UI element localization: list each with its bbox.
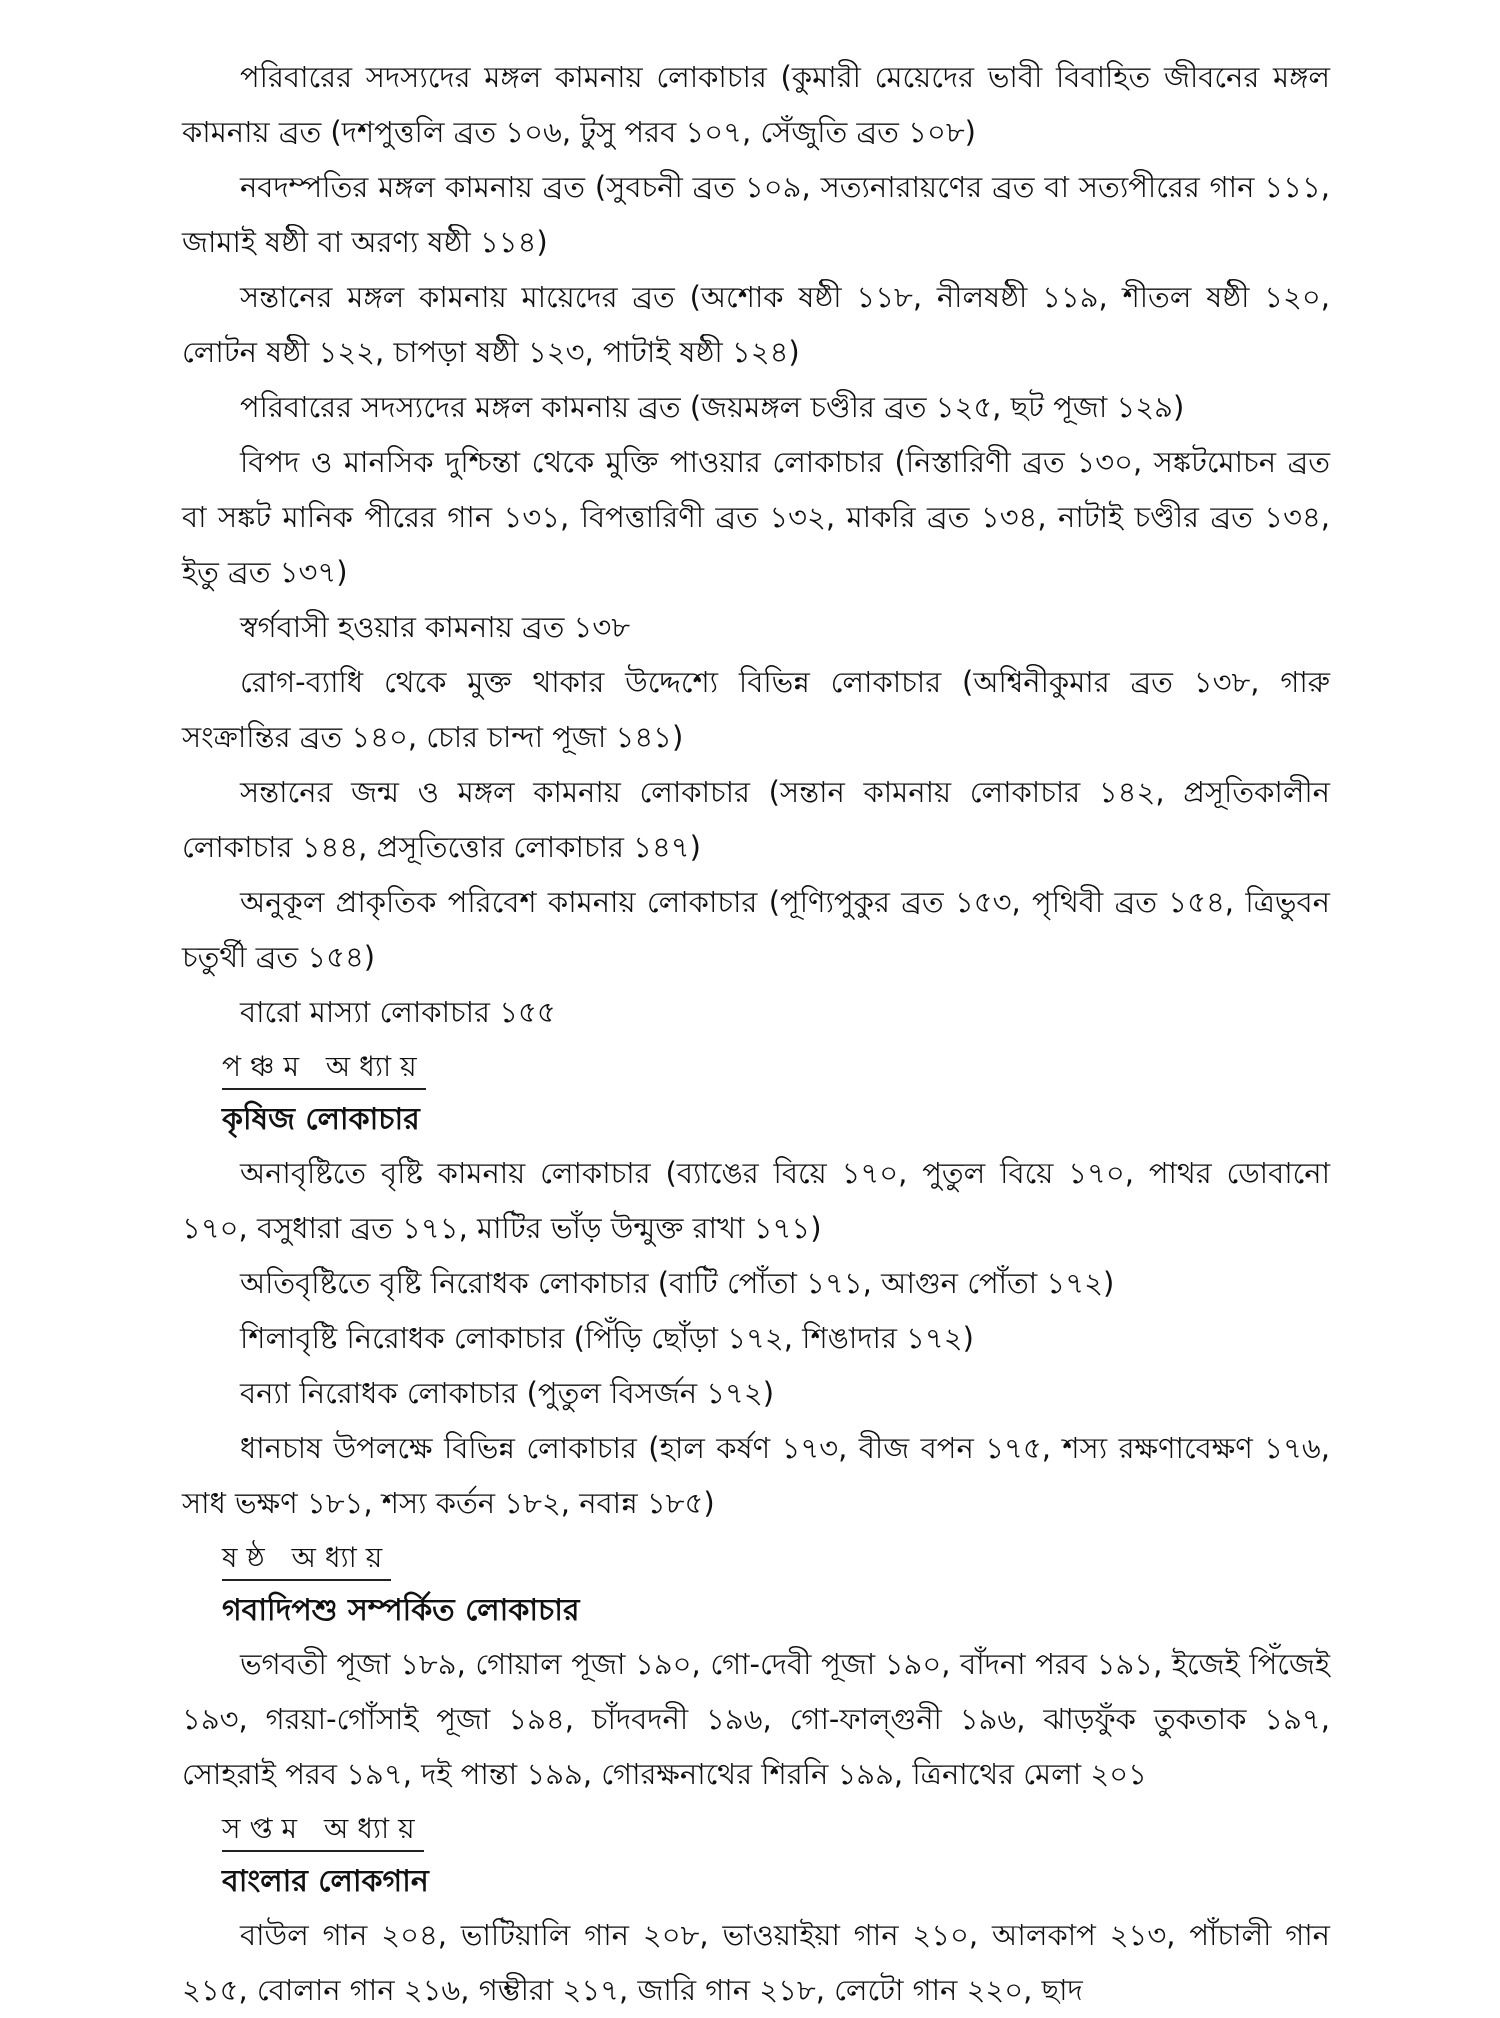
chapter-label: সপ্তম অধ্যায় (222, 1810, 424, 1852)
list-item: অনাবৃষ্টিতে বৃষ্টি কামনায় লোকাচার (ব্যাঙের বিয়ে ১৭০, পুতুল বিয়ে ১৭০, পাথর ডোবানো ১৭০, বসুধারা ব্রত ১৭১, মাটির ভাঁড় উন্মুক্ত রাখা ১৭১) (182, 1156, 1330, 1245)
chapter-6 (182, 1531, 1330, 1802)
list-item: বিপদ ও মানসিক দুশ্চিন্তা থেকে মুক্তি পাওয়ার লোকাচার (নিস্তারিণী ব্রত ১৩০, সঙ্কটমোচন ব্রত বা সঙ্কট মানিক পীরের গান ১৩১, বিপত্তারিণী ব্রত ১৩২, মাকরি ব্রত ১৩৪, নাটাই চণ্ডীর ব্রত ১৩৪, ইতু ব্রত ১৩৭) (182, 445, 1330, 589)
list-item: সন্তানের জন্ম ও মঙ্গল কামনায় লোকাচার (সন্তান কামনায় লোকাচার ১৪২, প্রসূতিকালীন লোকাচার ১৪৪, প্রসূতিত্তোর লোকাচার ১৪৭) (182, 775, 1330, 864)
section-a (182, 50, 1330, 1040)
chapter-title: কৃষিজ লোকাচার (222, 1102, 420, 1137)
contents-page (182, 50, 1330, 2018)
chapter-7 (182, 1802, 1330, 2018)
chapter-label: ষষ্ঠ অধ্যায় (222, 1539, 391, 1581)
list-item: বারো মাস্যা লোকাচার ১৫৫ (240, 995, 556, 1029)
list-item: পরিবারের সদস্যদের মঙ্গল কামনায় ব্রত (জয়মঙ্গল চণ্ডীর ব্রত ১২৫, ছট পূজা ১২৯) (240, 390, 1185, 424)
list-item: অতিবৃষ্টিতে বৃষ্টি নিরোধক লোকাচার (বাটি পোঁতা ১৭১, আগুন পোঁতা ১৭২) (240, 1266, 1115, 1300)
list-item: স্বর্গবাসী হওয়ার কামনায় ব্রত ১৩৮ (240, 610, 631, 644)
list-item: পরিবারের সদস্যদের মঙ্গল কামনায় লোকাচার (কুমারী মেয়েদের ভাবী বিবাহিত জীবনের মঙ্গল কামনায় ব্রত (দশপুত্তলি ব্রত ১০৬, টুসু পরব ১০৭, সেঁজুতি ব্রত ১০৮) (182, 60, 1330, 149)
chapter-5 (182, 1040, 1330, 1531)
list-item: নবদম্পতির মঙ্গল কামনায় ব্রত (সুবচনী ব্রত ১০৯, সত্যনারায়ণের ব্রত বা সত্যপীরের গান ১১১, জামাই ষষ্ঠী বা অরণ্য ষষ্ঠী ১১৪) (182, 170, 1330, 259)
chapter-label: পঞ্চম অধ্যায় (222, 1048, 426, 1090)
list-item: রোগ-ব্যাধি থেকে মুক্ত থাকার উদ্দেশ্যে বিভিন্ন লোকাচার (অশ্বিনীকুমার ব্রত ১৩৮, গারু সংক্রান্তির ব্রত ১৪০, চোর চান্দা পূজা ১৪১) (182, 665, 1330, 754)
chapter-title: গবাদিপশু সম্পর্কিত লোকাচার (222, 1593, 580, 1628)
list-item: অনুকূল প্রাকৃতিক পরিবেশ কামনায় লোকাচার (পূণ্যিপুকুর ব্রত ১৫৩, পৃথিবী ব্রত ১৫৪, ত্রিভুবন চতুর্থী ব্রত ১৫৪) (182, 885, 1330, 974)
list-item: বাউল গান ২০৪, ভাটিয়ালি গান ২০৮, ভাওয়াইয়া গান ২১০, আলকাপ ২১৩, পাঁচালী গান ২১৫, বোলান গান ২১৬, গম্ভীরা ২১৭, জারি গান ২১৮, লেটো গান ২২০, ছাদ (182, 1918, 1330, 2007)
list-item: সন্তানের মঙ্গল কামনায় মায়েদের ব্রত (অশোক ষষ্ঠী ১১৮, নীলষষ্ঠী ১১৯, শীতল ষষ্ঠী ১২০, লোটন ষষ্ঠী ১২২, চাপড়া ষষ্ঠী ১২৩, পাটাই ষষ্ঠী ১২৪) (182, 280, 1330, 369)
chapter-title: বাংলার লোকগান (222, 1864, 429, 1899)
list-item: ভগবতী পূজা ১৮৯, গোয়াল পূজা ১৯০, গো-দেবী পূজা ১৯০, বাঁদনা পরব ১৯১, ইজেই পিঁজেই ১৯৩, গরয়া-গোঁসাই পূজা ১৯৪, চাঁদবদনী ১৯৬, গো-ফাল্গুনী ১৯৬, ঝাড়ফুঁক তুকতাক ১৯৭, সোহরাই পরব ১৯৭, দই পান্তা ১৯৯, গোরক্ষনাথের শিরনি ১৯৯, ত্রিনাথের মেলা ২০১ (182, 1647, 1330, 1791)
list-item: বন্যা নিরোধক লোকাচার (পুতুল বিসর্জন ১৭২) (240, 1376, 775, 1410)
list-item: শিলাবৃষ্টি নিরোধক লোকাচার (পিঁড়ি ছোঁড়া ১৭২, শিঙাদার ১৭২) (240, 1321, 974, 1355)
list-item: ধানচাষ উপলক্ষে বিভিন্ন লোকাচার (হাল কর্ষণ ১৭৩, বীজ বপন ১৭৫, শস্য রক্ষণাবেক্ষণ ১৭৬, সাধ ভক্ষণ ১৮১, শস্য কর্তন ১৮২, নবান্ন ১৮৫) (182, 1431, 1330, 1520)
